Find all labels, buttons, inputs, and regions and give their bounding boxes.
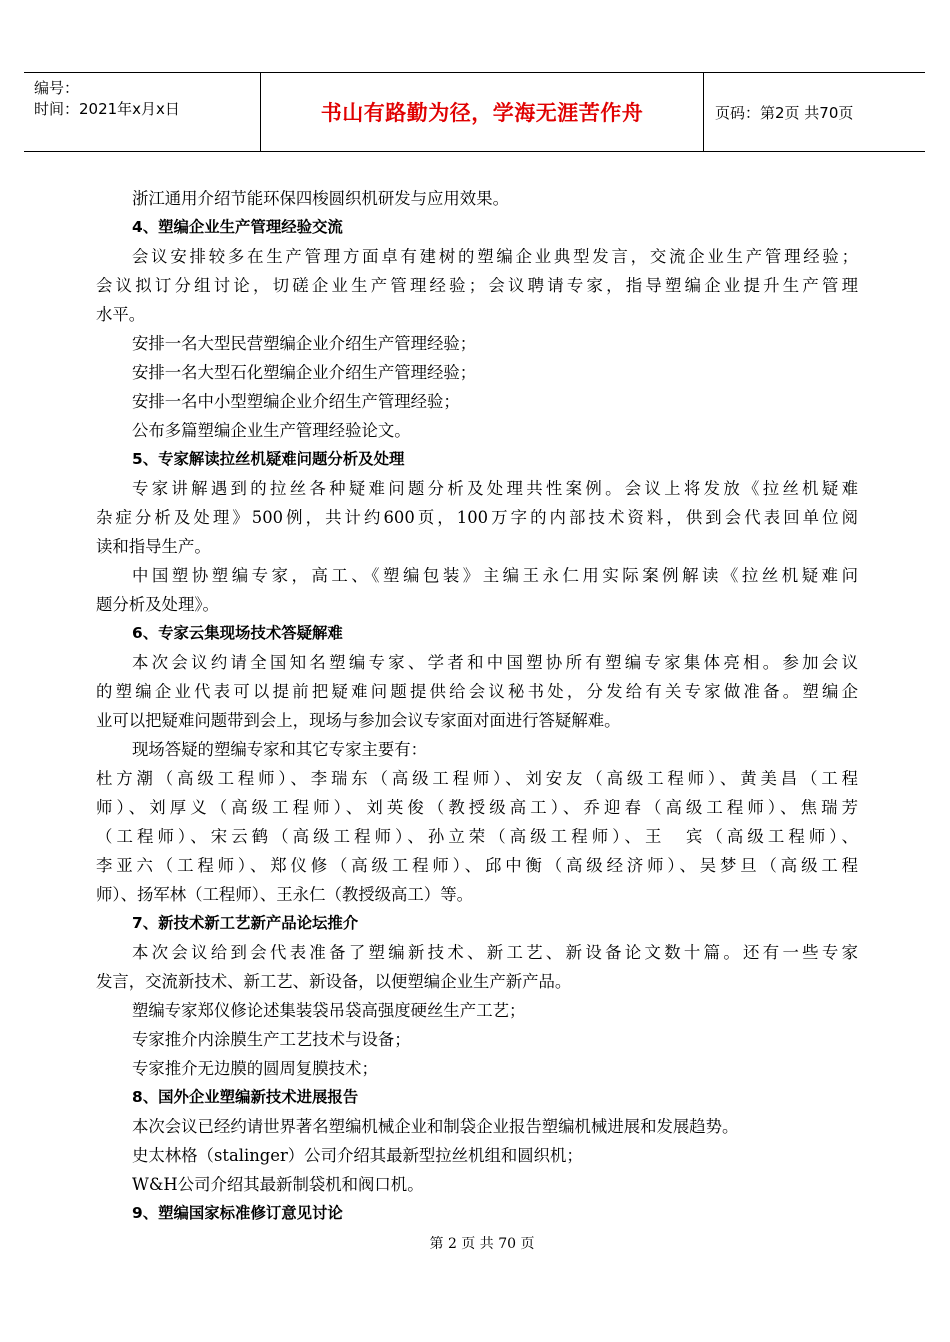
body-line: 业可以把疑难问题带到会上，现场与参加会议专家面对面进行答疑解难。 — [96, 711, 621, 730]
section-heading: 5、专家解读拉丝机疑难问题分析及处理 — [132, 450, 405, 468]
body-line: 史太林格（stalinger）公司介绍其最新型拉丝机组和圆织机； — [132, 1146, 583, 1165]
body-line: 会议安排较多在生产管理方面卓有建树的塑编企业典型发言，交流企业生产管理经验； — [132, 247, 858, 266]
serial-label: 编号： — [34, 79, 80, 97]
body-line: 中国塑协塑编专家，高工、《塑编包装》主编王永仁用实际案例解读《拉丝机疑难问 — [132, 566, 858, 585]
time-label: 时间：2021年x月x日 — [34, 100, 180, 118]
body-line: 发言，交流新技术、新工艺、新设备，以便塑编企业生产新产品。 — [96, 972, 572, 991]
header-page-info: 页码：第2页 共70页 — [715, 103, 854, 122]
header-motto: 书山有路勤为径，学海无涯苦作舟 — [320, 101, 644, 125]
body-line: W&H公司介绍其最新制袋机和阀口机。 — [132, 1175, 424, 1194]
body-line: 本次会议约请全国知名塑编专家、学者和中国塑协所有塑编专家集体亮相。参加会议 — [132, 653, 858, 672]
body-line: 的塑编企业代表可以提前把疑难问题提供给会议秘书处，分发给有关专家做准备。塑编企 — [96, 682, 858, 701]
body-line: 专家推介无边膜的圆周复膜技术； — [132, 1059, 378, 1078]
body-line: 读和指导生产。 — [96, 537, 211, 556]
header-meta-cell — [24, 73, 260, 151]
body-line: 安排一名大型民营塑编企业介绍生产管理经验； — [132, 334, 477, 353]
body-line: 公布多篇塑编企业生产管理经验论文。 — [132, 421, 411, 440]
body-line: 专家推介内涂膜生产工艺技术与设备； — [132, 1030, 411, 1049]
body-line: 水平。 — [96, 305, 146, 324]
body-line: 会议拟订分组讨论，切磋企业生产管理经验；会议聘请专家，指导塑编企业提升生产管理 — [96, 276, 858, 295]
document-body — [96, 184, 858, 1228]
header-motto-cell — [260, 73, 704, 151]
body-line: 专家讲解遇到的拉丝各种疑难问题分析及处理共性案例。会议上将发放《拉丝机疑难 — [132, 479, 858, 498]
body-line: （工程师）、宋云鹤（高级工程师）、孙立荣（高级工程师）、王 宾（高级工程师）、 — [96, 827, 858, 846]
header-page-cell — [703, 73, 925, 151]
body-line: 本次会议给到会代表准备了塑编新技术、新工艺、新设备论文数十篇。还有一些专家 — [132, 943, 858, 962]
body-line: 杂症分析及处理》500例，共计约600页，100万字的内部技术资料，供到会代表回单位阅 — [96, 508, 858, 527]
body-line: 师）、扬军林（工程师）、王永仁（教授级高工）等。 — [96, 885, 473, 904]
body-line: 现场答疑的塑编专家和其它专家主要有： — [132, 740, 428, 759]
section-heading: 8、国外企业塑编新技术进展报告 — [132, 1088, 359, 1106]
page-footer: 第 2 页 共 70 页 — [429, 1236, 535, 1252]
page-header — [24, 72, 925, 152]
body-line: 安排一名大型石化塑编企业介绍生产管理经验； — [132, 363, 477, 382]
body-line: 杜方潮（高级工程师）、李瑞东（高级工程师）、刘安友（高级工程师）、黄美昌（工程 — [96, 769, 858, 788]
section-heading: 6、专家云集现场技术答疑解难 — [132, 624, 343, 642]
body-line: 题分析及处理》。 — [96, 595, 219, 614]
body-line: 安排一名中小型塑编企业介绍生产管理经验； — [132, 392, 460, 411]
body-line: 本次会议已经约请世界著名塑编机械企业和制袋企业报告塑编机械进展和发展趋势。 — [132, 1117, 739, 1136]
body-line: 师）、刘厚义（高级工程师）、刘英俊（教授级高工）、乔迎春（高级工程师）、焦瑞芳 — [96, 798, 858, 817]
section-heading: 7、新技术新工艺新产品论坛推介 — [132, 914, 359, 932]
body-line: 塑编专家郑仪修论述集装袋吊袋高强度硬丝生产工艺； — [132, 1001, 526, 1020]
body-line: 浙江通用介绍节能环保四梭圆织机研发与应用效果。 — [132, 189, 509, 208]
section-heading: 4、塑编企业生产管理经验交流 — [132, 218, 343, 236]
section-heading: 9、塑编国家标准修订意见讨论 — [132, 1204, 343, 1222]
body-line: 李亚六（工程师）、郑仪修（高级工程师）、邱中衡（高级经济师）、吴梦旦（高级工程 — [96, 856, 858, 875]
